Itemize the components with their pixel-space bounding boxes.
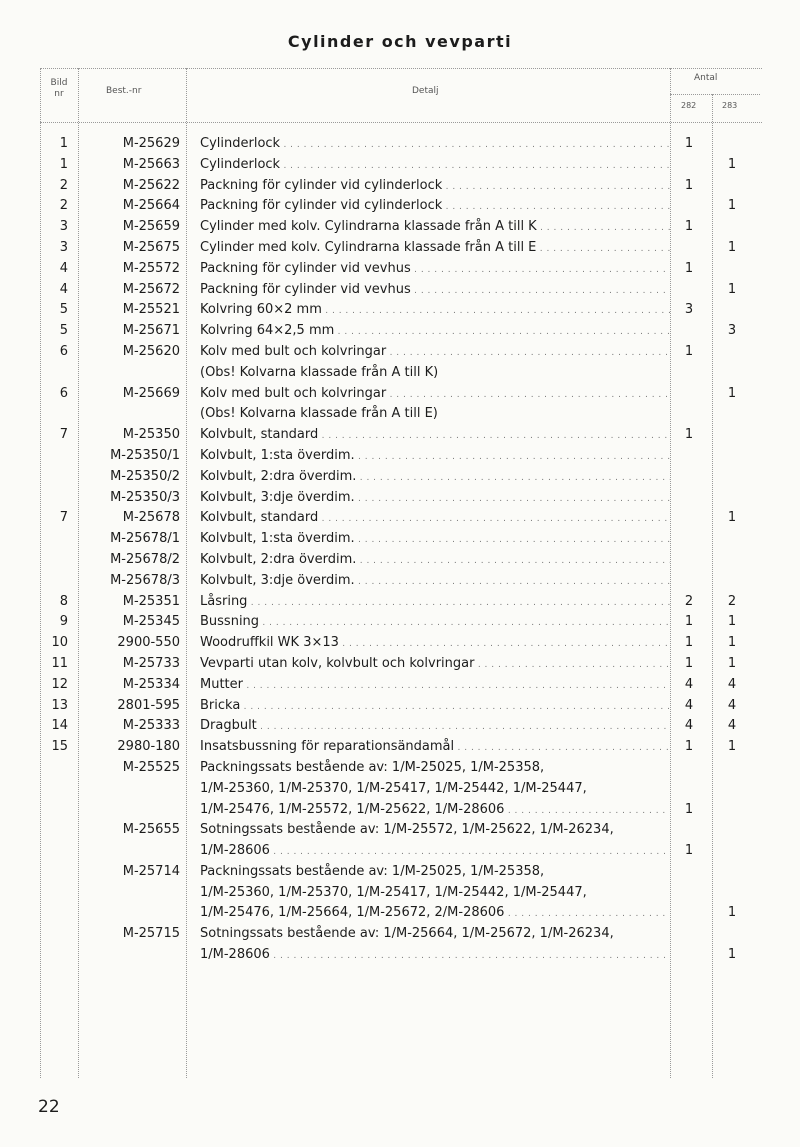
best-nr: M-25678/3 [110, 572, 180, 588]
detalj-text: Cylinderlock . . . [200, 134, 670, 156]
detalj-text: Bricka . . . [200, 696, 670, 718]
bild-nr: 14 [51, 718, 68, 734]
detalj-text: Kolvring 64×2,5 mm . . . [200, 321, 670, 343]
best-nr: M-25678 [122, 510, 180, 526]
qty-283: 1 [727, 198, 737, 214]
detalj-text: Kolvring 60×2 mm . . . [200, 300, 670, 322]
qty-282: 4 [684, 697, 694, 713]
detalj-text: Sotningssats bestående av: 1/M-25664, 1/M-25672, 1/M-26234, [200, 926, 614, 942]
header-qty-282: 282 [681, 101, 697, 110]
best-nr: M-25350/3 [110, 489, 180, 505]
table-row [0, 654, 800, 675]
best-nr: M-25350/2 [110, 468, 180, 484]
best-nr: M-25351 [122, 593, 180, 609]
detalj-text: Kolv med bult och kolvringar . . . [200, 384, 670, 406]
table-row [0, 217, 800, 238]
table-row [0, 820, 800, 841]
detalj-text: Kolvbult, standard . . . [200, 425, 670, 447]
detalj-text: Cylinder med kolv. Cylindrarna klassade från A till K . . . [200, 217, 670, 239]
bild-nr: 15 [51, 739, 68, 755]
bild-nr: 9 [59, 614, 68, 630]
best-nr: M-25345 [122, 614, 180, 630]
table-row [0, 737, 800, 758]
table-row [0, 488, 800, 509]
detalj-text: Packning för cylinder vid cylinderlock . . . [200, 176, 670, 198]
table-row [0, 550, 800, 571]
bild-nr: 1 [59, 136, 68, 151]
detalj-text: Dragbult . . . [200, 716, 670, 738]
qty-283: 1 [727, 905, 737, 921]
detalj-text: Vevparti utan kolv, kolvbult och kolvringar . . . [200, 654, 670, 676]
bild-nr: 2 [59, 198, 68, 214]
table-row [0, 134, 800, 155]
bild-nr: 3 [59, 219, 68, 235]
qty-282: 1 [684, 136, 694, 151]
detalj-text: 1/M-25476, 1/M-25572, 1/M-25622, 1/M-28606 . . . [200, 800, 670, 822]
bild-nr: 6 [59, 343, 68, 359]
table-row [0, 633, 800, 654]
detalj-text: Bussning . . . [200, 612, 670, 634]
table-row [0, 176, 800, 197]
best-nr: M-25715 [122, 926, 180, 942]
bild-nr: 4 [59, 281, 68, 297]
detalj-text: 1/M-28606 . . . [200, 945, 670, 967]
qty-283: 1 [727, 385, 737, 401]
table-row [0, 300, 800, 321]
detalj-text: Packning för cylinder vid cylinderlock . . . [200, 196, 670, 218]
best-nr: M-25678/1 [110, 531, 180, 547]
header-best-nr: Best.-nr [106, 86, 142, 96]
bild-nr: 5 [59, 302, 68, 318]
best-nr: M-25669 [122, 385, 180, 401]
qty-282: 2 [684, 593, 694, 609]
best-nr: M-25525 [122, 759, 180, 775]
table-row [0, 467, 800, 488]
qty-282: 1 [684, 177, 694, 193]
qty-282: 1 [684, 219, 694, 235]
parts-table [0, 134, 800, 966]
detalj-text: Insatsbussning för reparationsändamål . . . [200, 737, 670, 759]
best-nr: M-25675 [122, 239, 180, 255]
bild-nr: 10 [51, 635, 68, 651]
detalj-text: Kolvbult, 2:dra överdim. . . . [200, 467, 670, 489]
best-nr: M-25672 [122, 281, 180, 297]
qty-282: 4 [684, 718, 694, 734]
best-nr: 2980-180 [117, 739, 180, 755]
header-bild-label: Bild [50, 78, 68, 88]
header-detalj: Detalj [412, 86, 439, 96]
bild-nr: 12 [51, 676, 68, 692]
detalj-text: Packning för cylinder vid vevhus . . . [200, 259, 670, 281]
detalj-text: 1/M-25360, 1/M-25370, 1/M-25417, 1/M-25442, 1/M-25447, [200, 780, 587, 796]
qty-283: 4 [727, 676, 737, 692]
detalj-text: Cylinderlock . . . [200, 155, 670, 177]
table-row [0, 779, 800, 800]
best-nr: M-25678/2 [110, 551, 180, 567]
table-row [0, 280, 800, 301]
bild-nr: 2 [59, 177, 68, 193]
best-nr: M-25663 [122, 156, 180, 172]
bild-nr: 3 [59, 239, 68, 255]
table-row [0, 716, 800, 737]
best-nr: M-25334 [122, 676, 180, 692]
table-row [0, 238, 800, 259]
detalj-text: Kolvbult, 3:dje överdim. . . . [200, 488, 670, 510]
qty-282: 1 [684, 739, 694, 755]
qty-283: 1 [727, 655, 737, 671]
detalj-text: Kolvbult, 1:sta överdim. . . . [200, 529, 670, 551]
table-row [0, 612, 800, 633]
detalj-text: (Obs! Kolvarna klassade från A till E) [200, 406, 438, 422]
qty-283: 1 [727, 239, 737, 255]
bild-nr: 6 [59, 385, 68, 401]
antal-divider-rule [670, 94, 760, 95]
table-row [0, 945, 800, 966]
detalj-text: 1/M-25360, 1/M-25370, 1/M-25417, 1/M-25442, 1/M-25447, [200, 884, 587, 900]
qty-282: 1 [684, 655, 694, 671]
table-row [0, 800, 800, 821]
qty-283: 1 [727, 614, 737, 630]
best-nr: M-25333 [122, 718, 180, 734]
detalj-text: (Obs! Kolvarna klassade från A till K) [200, 364, 439, 380]
detalj-text: Mutter . . . [200, 675, 670, 697]
table-row [0, 196, 800, 217]
qty-282: 1 [684, 343, 694, 359]
qty-282: 1 [684, 843, 694, 859]
bild-nr: 4 [59, 260, 68, 276]
table-row [0, 425, 800, 446]
qty-283: 1 [727, 156, 737, 172]
table-row [0, 696, 800, 717]
best-nr: M-25622 [122, 177, 180, 193]
table-row [0, 363, 800, 384]
best-nr: M-25714 [122, 863, 180, 879]
detalj-text: 1/M-25476, 1/M-25664, 1/M-25672, 2/M-28606 . . . [200, 903, 670, 925]
bild-nr: 7 [59, 510, 68, 526]
detalj-text: Packningssats bestående av: 1/M-25025, 1/M-25358, [200, 759, 545, 775]
best-nr: M-25629 [122, 136, 180, 151]
qty-282: 4 [684, 676, 694, 692]
detalj-text: Woodruffkil WK 3×13 . . . [200, 633, 670, 655]
best-nr: M-25671 [122, 323, 180, 339]
header-antal: Antal [694, 73, 718, 83]
bild-nr: 8 [59, 593, 68, 609]
best-nr: M-25664 [122, 198, 180, 214]
detalj-text: Kolvbult, 1:sta överdim. . . . [200, 446, 670, 468]
table-row [0, 675, 800, 696]
best-nr: M-25572 [122, 260, 180, 276]
table-row [0, 862, 800, 883]
table-row [0, 571, 800, 592]
table-row [0, 903, 800, 924]
detalj-text: Sotningssats bestående av: 1/M-25572, 1/M-25622, 1/M-26234, [200, 822, 614, 838]
table-row [0, 883, 800, 904]
best-nr: M-25521 [122, 302, 180, 318]
best-nr: M-25659 [122, 219, 180, 235]
detalj-text: Kolvbult, standard . . . [200, 508, 670, 530]
qty-283: 1 [727, 510, 737, 526]
table-row [0, 841, 800, 862]
bild-nr: 11 [51, 655, 68, 671]
table-row [0, 321, 800, 342]
detalj-text: Kolvbult, 2:dra överdim. . . . [200, 550, 670, 572]
table-row [0, 342, 800, 363]
table-row [0, 592, 800, 613]
page-title: Cylinder och vevparti [287, 32, 513, 51]
detalj-text: Låsring . . . [200, 592, 670, 614]
detalj-text: Kolvbult, 3:dje överdim. . . . [200, 571, 670, 593]
table-row [0, 758, 800, 779]
detalj-text: Packning för cylinder vid vevhus . . . [200, 280, 670, 302]
best-nr: 2801-595 [117, 697, 180, 713]
table-row [0, 155, 800, 176]
detalj-text: Cylinder med kolv. Cylindrarna klassade från A till E . . . [200, 238, 670, 260]
best-nr: M-25655 [122, 822, 180, 838]
best-nr: M-25620 [122, 343, 180, 359]
best-nr: M-25350 [122, 427, 180, 443]
table-row [0, 404, 800, 425]
qty-282: 1 [684, 427, 694, 443]
table-row [0, 384, 800, 405]
qty-282: 1 [684, 260, 694, 276]
qty-282: 1 [684, 635, 694, 651]
header-top-rule [40, 68, 762, 69]
header-bild-nr: nr [54, 89, 64, 99]
bild-nr: 1 [59, 156, 68, 172]
table-row [0, 446, 800, 467]
bild-nr: 5 [59, 323, 68, 339]
qty-283: 2 [727, 593, 737, 609]
qty-283: 4 [727, 718, 737, 734]
header-bild [48, 78, 70, 100]
qty-283: 1 [727, 281, 737, 297]
table-row [0, 529, 800, 550]
detalj-text: Packningssats bestående av: 1/M-25025, 1/M-25358, [200, 863, 545, 879]
table-row [0, 508, 800, 529]
detalj-text: 1/M-28606 . . . [200, 841, 670, 863]
bild-nr: 7 [59, 427, 68, 443]
qty-282: 1 [684, 614, 694, 630]
best-nr: 2900-550 [117, 635, 180, 651]
qty-283: 3 [727, 323, 737, 339]
qty-283: 1 [727, 947, 737, 963]
best-nr: M-25733 [122, 655, 180, 671]
best-nr: M-25350/1 [110, 447, 180, 463]
header-bottom-rule [40, 122, 762, 123]
qty-282: 3 [684, 302, 694, 318]
table-row [0, 259, 800, 280]
qty-283: 4 [727, 697, 737, 713]
bild-nr: 13 [51, 697, 68, 713]
detalj-text: Kolv med bult och kolvringar . . . [200, 342, 670, 364]
qty-282: 1 [684, 801, 694, 817]
qty-283: 1 [727, 739, 737, 755]
qty-283: 1 [727, 635, 737, 651]
table-row [0, 924, 800, 945]
page-number: 22 [38, 1097, 60, 1117]
header-qty-283: 283 [722, 101, 738, 110]
